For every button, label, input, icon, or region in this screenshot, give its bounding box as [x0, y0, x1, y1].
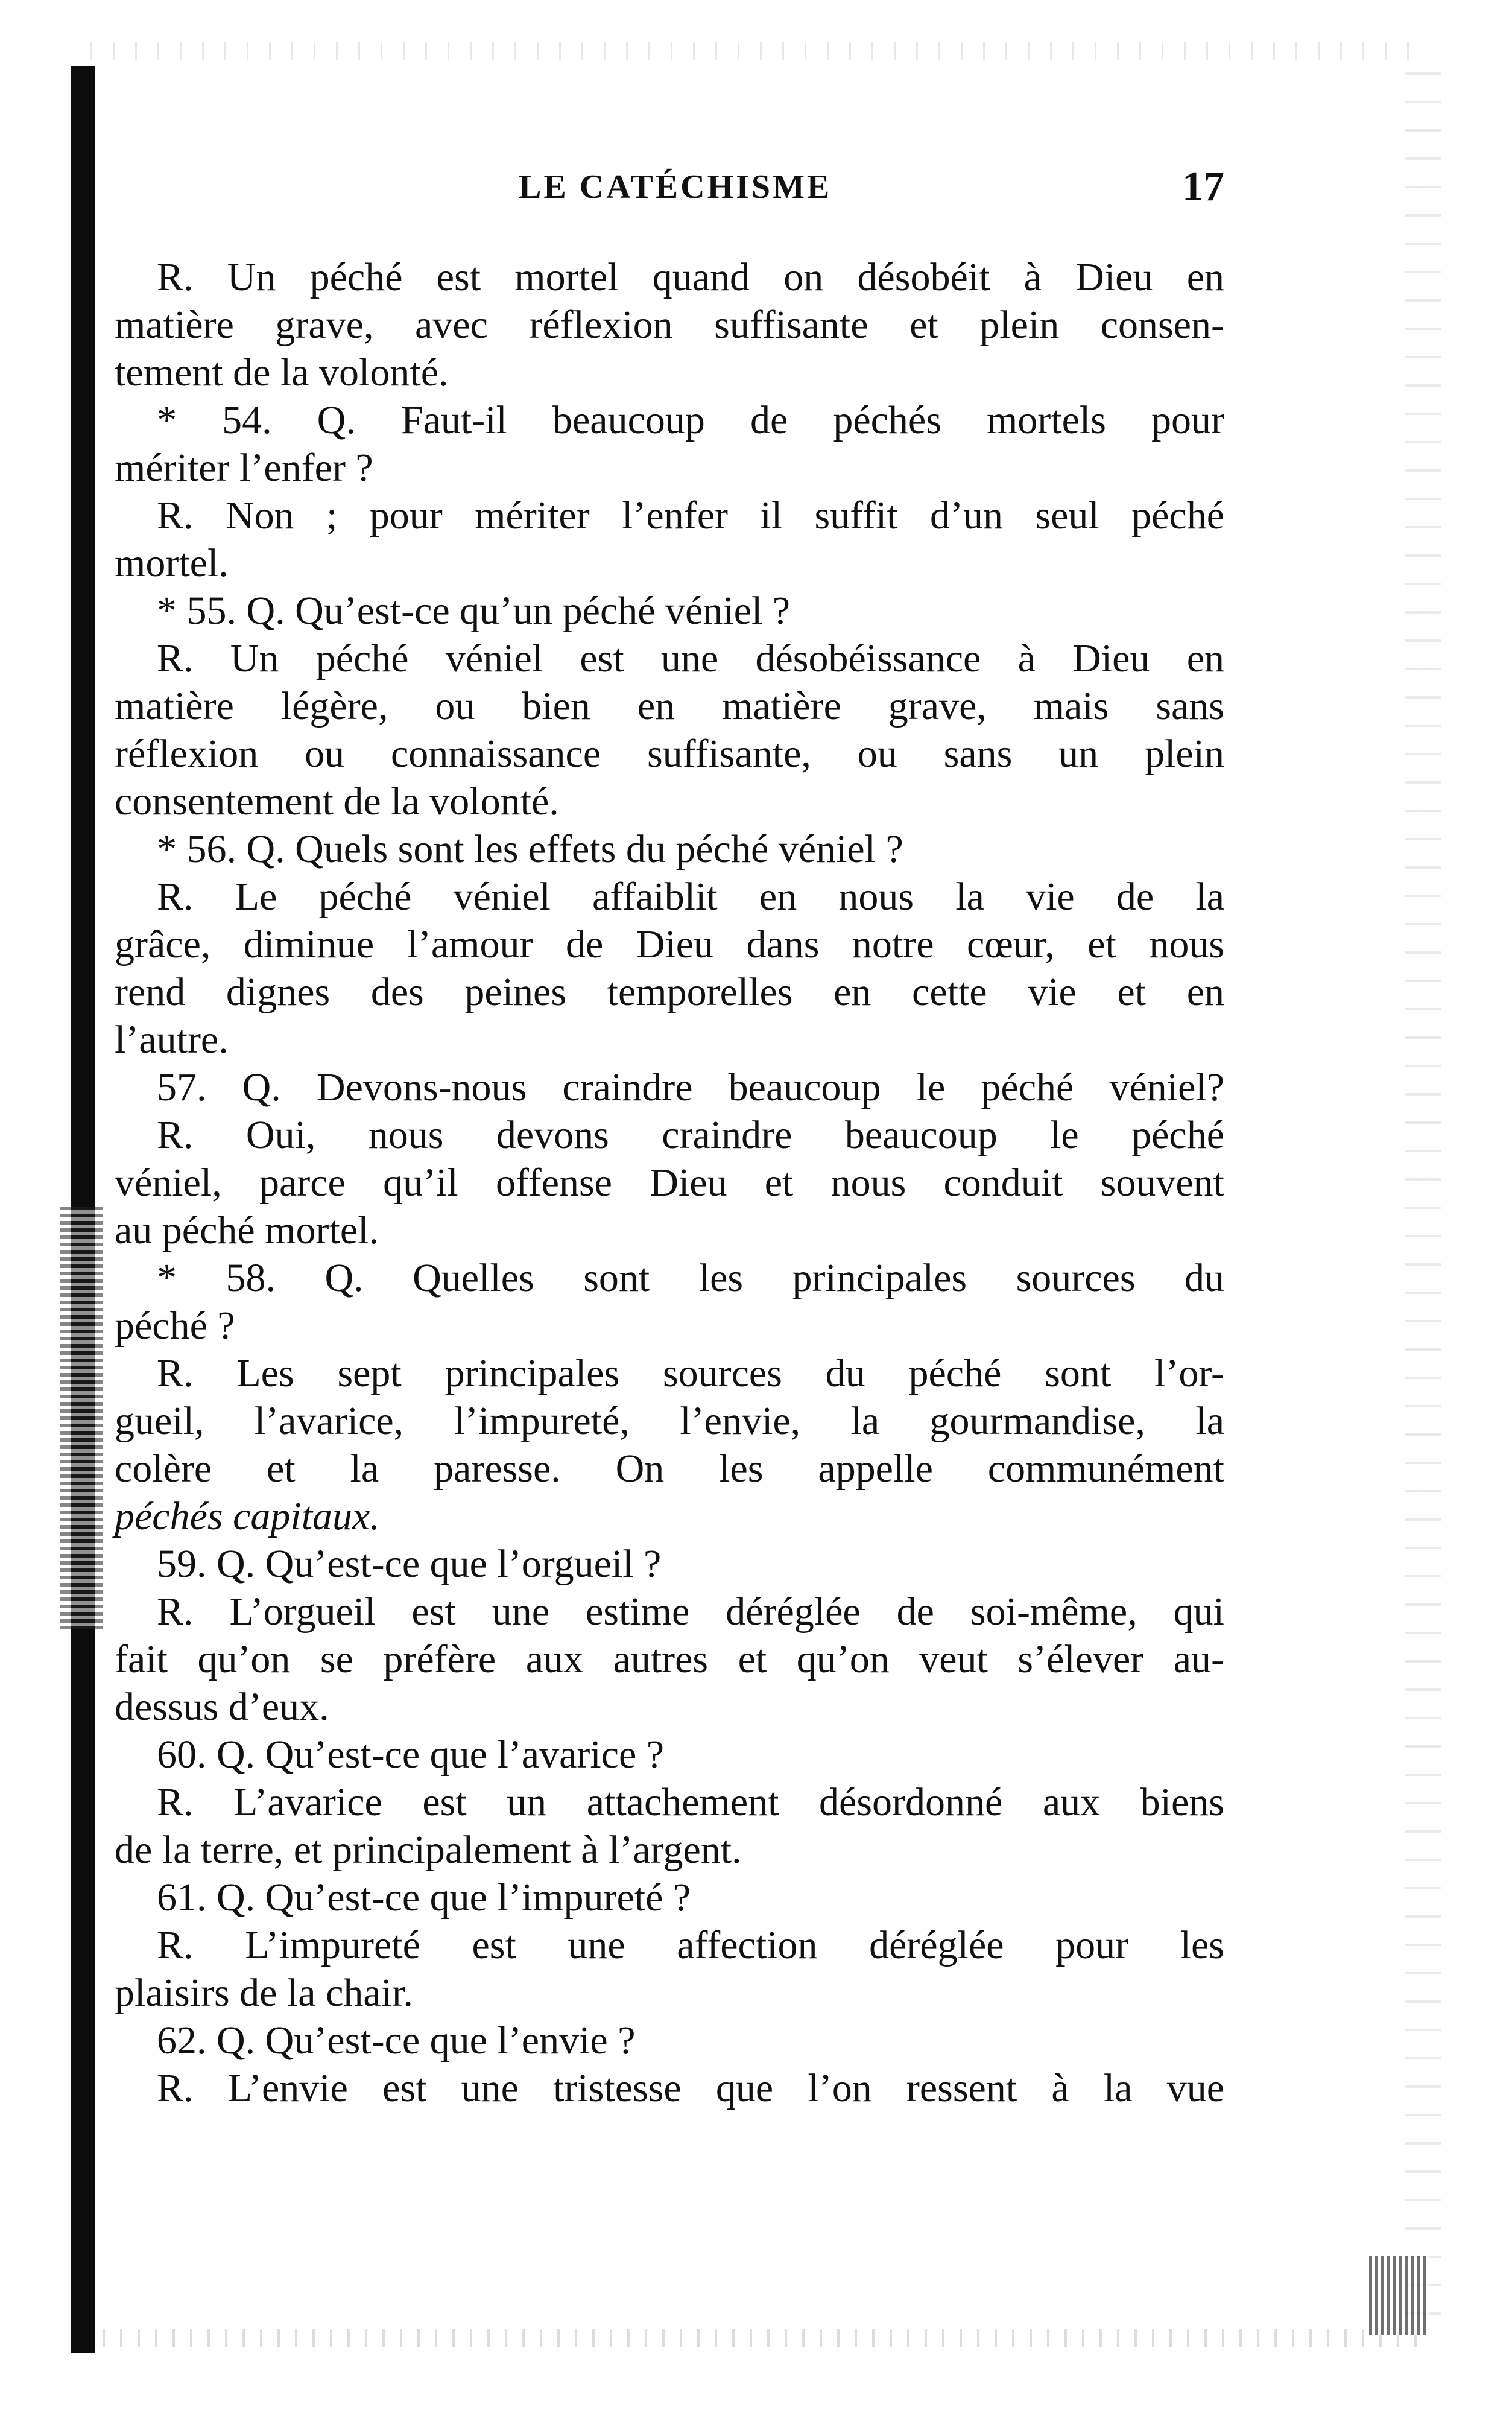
- text-line: R. L’envie est une tristesse que l’on ressent à la vue: [157, 2066, 1224, 2110]
- text-line: plaisirs de la chair.: [115, 1971, 413, 2015]
- text-line: R. Un péché est mortel quand on désobéit à Dieu en: [157, 255, 1224, 299]
- text-line: R. Les sept principales sources du péché sont l’or-: [157, 1351, 1224, 1395]
- text-line: dessus d’eux.: [115, 1685, 329, 1729]
- text-line: réflexion ou connaissance suffisante, ou sans un plein: [115, 732, 1224, 776]
- text-line: R. Un péché véniel est une désobéissance à Dieu en: [157, 636, 1224, 680]
- text-line: véniel, parce qu’il offense Dieu et nous conduit souvent: [115, 1161, 1224, 1205]
- text-line: tement de la volonté.: [115, 350, 449, 395]
- text-line: 61. Q. Qu’est-ce que l’impureté ?: [157, 1876, 691, 1920]
- text-line: péchés capitaux.: [115, 1494, 380, 1538]
- text-line: * 58. Q. Quelles sont les principales sources du: [157, 1256, 1224, 1300]
- binding-edge-texture: [60, 1206, 103, 1629]
- body-text: [115, 253, 1224, 2112]
- text-line: 59. Q. Qu’est-ce que l’orgueil ?: [157, 1542, 662, 1586]
- text-line: * 54. Q. Faut-il beaucoup de péchés mortels pour: [157, 398, 1224, 442]
- text-line: R. L’avarice est un attachement désordonné aux biens: [157, 1780, 1224, 1824]
- text-line: 57. Q. Devons-nous craindre beaucoup le péché véniel?: [157, 1065, 1224, 1109]
- text-line: R. Le péché véniel affaiblit en nous la vie de la: [157, 875, 1224, 919]
- scan-noise-top: [90, 42, 1417, 60]
- text-line: grâce, diminue l’amour de Dieu dans notre cœur, et nous: [115, 922, 1224, 966]
- text-line: l’autre.: [115, 1018, 229, 1062]
- scan-noise-right: [1405, 72, 1441, 2329]
- text-line: R. Non ; pour mériter l’enfer il suffit d’un seul péché: [157, 493, 1224, 537]
- scan-noise-bottom: [103, 2329, 1429, 2347]
- text-line: consentement de la volonté.: [115, 779, 559, 823]
- text-line: R. L’impureté est une affection déréglée pour les: [157, 1923, 1224, 1967]
- text-line: R. L’orgueil est une estime déréglée de soi-même, qui: [157, 1590, 1224, 1634]
- page-header: [0, 163, 1512, 211]
- text-line: colère et la paresse. On les appelle communément: [115, 1447, 1224, 1491]
- text-line: * 56. Q. Quels sont les effets du péché véniel ?: [157, 827, 903, 871]
- text-line: de la terre, et principalement à l’argent.: [115, 1828, 742, 1872]
- text-line: 62. Q. Qu’est-ce que l’envie ?: [157, 2018, 636, 2063]
- page-number: 17: [1182, 163, 1224, 210]
- text-line: gueil, l’avarice, l’impureté, l’envie, la gourmandise, la: [115, 1399, 1224, 1443]
- text-line: matière grave, avec réflexion suffisante et plein consen-: [115, 303, 1224, 347]
- text-line: fait qu’on se préfère aux autres et qu’on veut s’élever au-: [115, 1637, 1224, 1681]
- text-line: matière légère, ou bien en matière grave, mais sans: [115, 684, 1224, 728]
- text-line: 60. Q. Qu’est-ce que l’avarice ?: [157, 1733, 665, 1777]
- text-line: mortel.: [115, 541, 229, 585]
- text-line: péché ?: [115, 1304, 235, 1348]
- text-line: R. Oui, nous devons craindre beaucoup le péché: [157, 1113, 1224, 1157]
- running-title: LE CATÉCHISME: [519, 168, 832, 206]
- text-line: * 55. Q. Qu’est-ce qu’un péché véniel ?: [157, 589, 791, 633]
- text-line: au péché mortel.: [115, 1208, 379, 1252]
- text-line: mériter l’enfer ?: [115, 446, 373, 490]
- text-line: rend dignes des peines temporelles en cette vie et en: [115, 970, 1224, 1014]
- corner-smudge: [1369, 2256, 1429, 2335]
